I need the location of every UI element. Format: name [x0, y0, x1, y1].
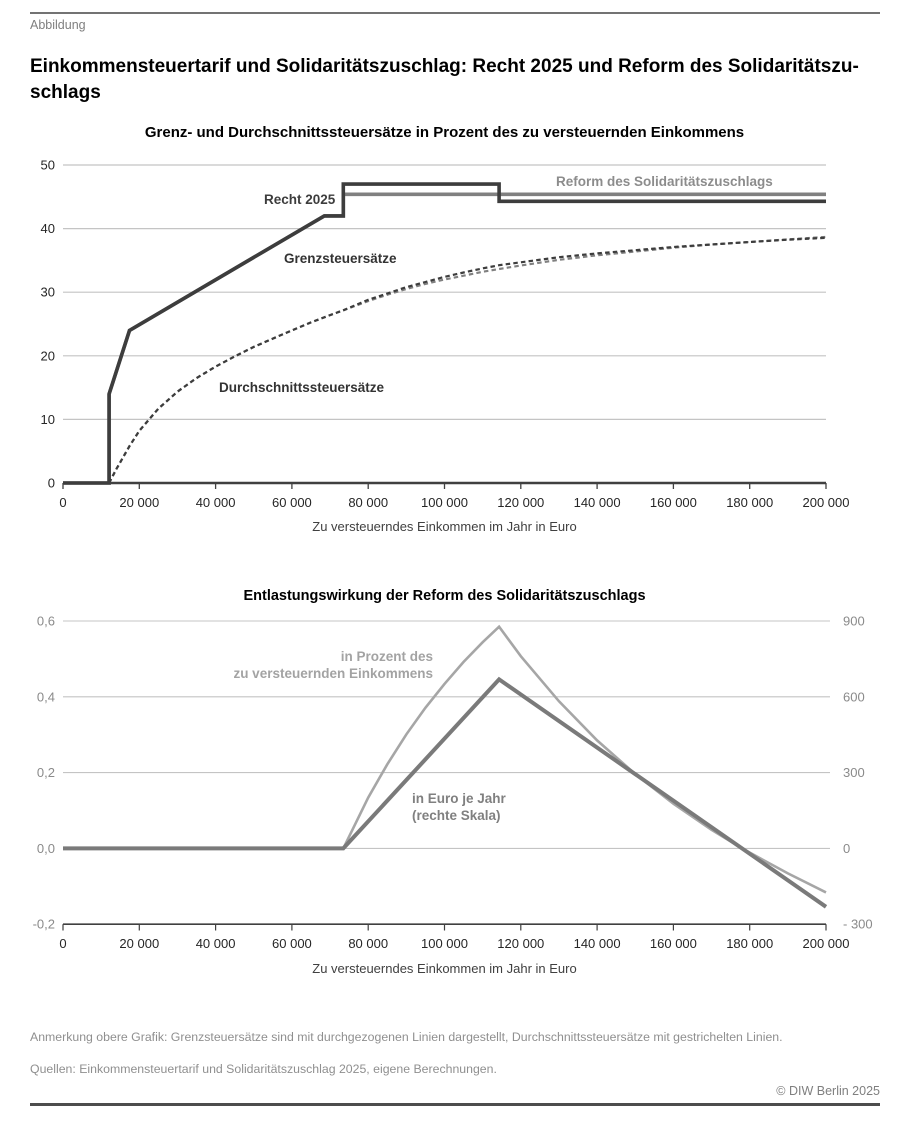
x-tick-label-bottom-chart: 200 000 [802, 936, 850, 951]
y-tick-label-right-bottom-chart: 900 [843, 613, 865, 629]
x-tick-label-top-chart: 120 000 [497, 495, 545, 510]
x-tick-label-bottom-chart: 100 000 [421, 936, 468, 951]
label-reform-solidaritaetszuschlag: Reform des Solidaritätszuschlags [556, 174, 773, 189]
y-tick-label-top-chart: 50 [40, 157, 55, 173]
x-tick-label-bottom-chart: 40 000 [195, 936, 236, 951]
x-tick-label-top-chart: 160 000 [649, 495, 697, 510]
label-recht-2025: Recht 2025 [264, 192, 336, 207]
x-tick-label-top-chart: 20 000 [119, 495, 160, 510]
y-tick-label-top-chart: 10 [40, 411, 55, 427]
x-tick-label-top-chart: 180 000 [726, 495, 774, 510]
figure-sources: Quellen: Einkommensteuertarif und Solidaritätszuschlag 2025, eigene Berechnungen. [30, 1062, 497, 1076]
x-tick-label-top-chart: 140 000 [573, 495, 621, 510]
x-tick-label-top-chart: 200 000 [802, 495, 850, 510]
bottom-chart-title: Entlastungswirkung der Reform des Solidaritätszuschlags [243, 588, 646, 604]
x-tick-label-bottom-chart: 180 000 [726, 936, 774, 951]
x-tick-label-top-chart: 0 [59, 495, 67, 510]
series-marginal [63, 194, 826, 483]
x-tick-label-bottom-chart: 140 000 [573, 936, 621, 951]
x-tick-label-top-chart: 100 000 [421, 495, 468, 510]
bottom-rule [30, 1103, 880, 1106]
y-tick-label-top-chart: 20 [40, 348, 55, 364]
label-entlastung-prozent-line2: zu versteuernden Einkommens [233, 666, 433, 681]
y-tick-label-top-chart: 0 [47, 475, 55, 491]
y-tick-label-top-chart: 40 [40, 221, 55, 237]
y-tick-label-left-bottom-chart: 0,0 [36, 840, 55, 856]
label-entlastung-euro [412, 790, 506, 824]
y-tick-label-left-bottom-chart: 0,6 [36, 613, 55, 629]
series-average [109, 238, 826, 483]
series-entlastung-prozent [63, 627, 826, 893]
x-tick-label-bottom-chart: 120 000 [497, 936, 545, 951]
figure-note: Anmerkung obere Grafik: Grenzsteuersätze sind mit durchgezogenen Linien dargestellt, Durchschnittssteuersätze mit gestrichelten Linien. [30, 1030, 783, 1044]
label-entlastung-prozent-line1: in Prozent des [340, 649, 433, 664]
x-tick-label-bottom-chart: 20 000 [119, 936, 160, 951]
label-entlastung-euro-line1: in Euro je Jahr [412, 791, 506, 806]
y-tick-label-right-bottom-chart: 300 [843, 765, 865, 781]
x-tick-label-bottom-chart: 80 000 [348, 936, 389, 951]
x-tick-label-bottom-chart: 160 000 [649, 936, 697, 951]
x-tick-label-top-chart: 80 000 [348, 495, 389, 510]
page-title-line1: Einkommensteuertarif und Solidaritätszuschlag: Recht 2025 und Reform des Solidaritätszu- [30, 56, 859, 77]
page-title-line2: schlags [30, 82, 101, 103]
copyright: © DIW Berlin 2025 [776, 1084, 880, 1098]
x-tick-label-top-chart: 40 000 [195, 495, 236, 510]
y-tick-label-left-bottom-chart: -0,2 [32, 916, 55, 932]
y-tick-label-left-bottom-chart: 0,4 [36, 689, 55, 705]
y-tick-label-right-bottom-chart: 0 [843, 840, 851, 856]
y-tick-label-right-bottom-chart: - 300 [843, 916, 873, 932]
y-tick-label-right-bottom-chart: 600 [843, 689, 865, 705]
y-tick-label-left-bottom-chart: 0,2 [36, 765, 55, 781]
series-average [109, 237, 826, 483]
top-rule [30, 12, 880, 14]
top-chart-x-axis-label: Zu versteuerndes Einkommen im Jahr in Euro [312, 519, 577, 534]
label-grenzsteuersaetze: Grenzsteuersätze [284, 251, 397, 266]
y-tick-label-top-chart: 30 [40, 284, 55, 300]
figure-tag: Abbildung [30, 18, 86, 32]
label-entlastung-prozent [233, 648, 433, 682]
bottom-chart-x-axis-label: Zu versteuerndes Einkommen im Jahr in Euro [312, 961, 577, 976]
label-entlastung-euro-line2: (rechte Skala) [412, 808, 501, 823]
label-durchschnittssteuersaetze: Durchschnittssteuersätze [219, 380, 385, 395]
x-tick-label-bottom-chart: 0 [59, 936, 67, 951]
x-tick-label-bottom-chart: 60 000 [272, 936, 312, 951]
top-chart-title: Grenz- und Durchschnittssteuersätze in Prozent des zu versteuernden Einkommens [144, 124, 745, 141]
x-tick-label-top-chart: 60 000 [272, 495, 312, 510]
